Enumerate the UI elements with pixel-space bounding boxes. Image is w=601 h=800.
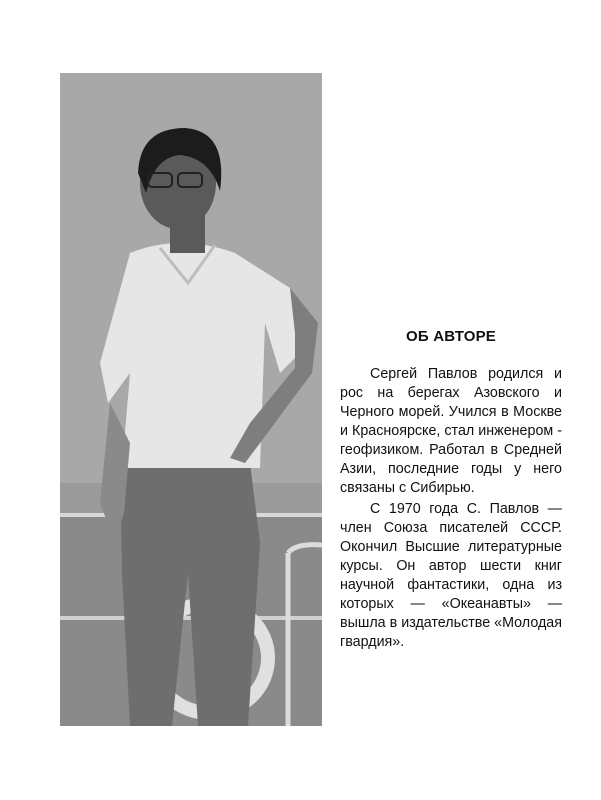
author-photo: [60, 73, 322, 726]
about-paragraph-1: Сергей Павлов родился и рос на берегах Азовского и Черного морей. Учился в Москве и Красноярске, стал инженером - геофизиком. Работал в Средней Азии, последние годы у него связаны с Сибирью.: [340, 366, 562, 496]
about-paragraph-2: С 1970 года С. Павлов — член Союза писателей СССР. Окончил Высшие литературные курсы. Он автор шести книг научной фантастики, одна из которых — «Океанавты» — вышла в издательстве «Молодая гвардия».: [340, 501, 562, 650]
about-author-heading: ОБ АВТОРЕ: [406, 328, 496, 345]
author-portrait-icon: [60, 73, 322, 726]
about-author-section: [340, 328, 562, 652]
